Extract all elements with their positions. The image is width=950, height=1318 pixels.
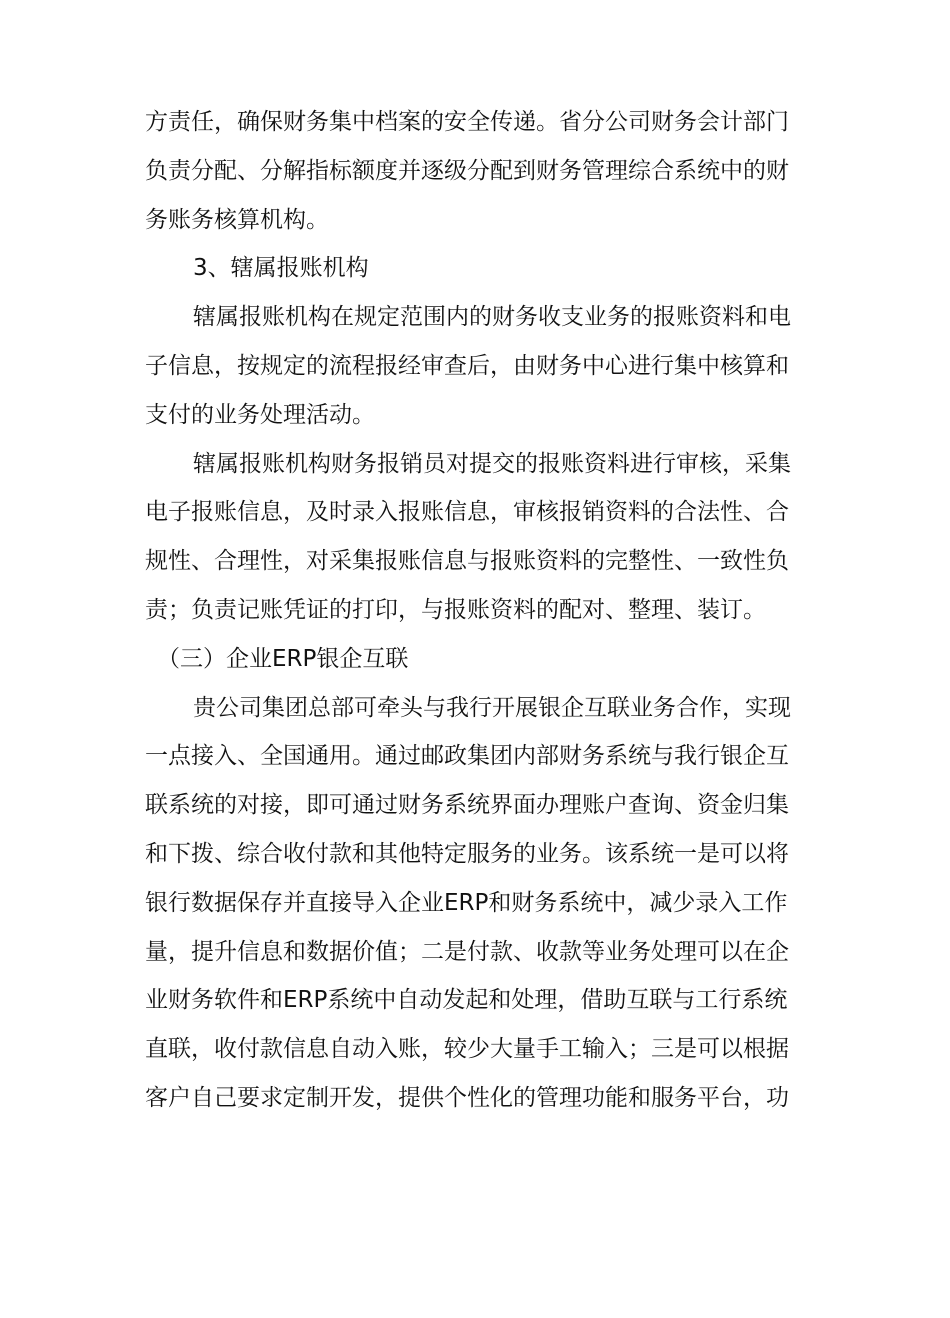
paragraph-line: 一点接入、全国通用。通过邮政集团内部财务系统与我行银企互 [145,743,789,770]
paragraph-line: 务账务核算机构。 [145,206,329,233]
paragraph-line: 方责任，确保财务集中档案的安全传递。省分公司财务会计部门 [145,109,789,135]
paragraph-line: 银行数据保存并直接导入企业ERP和财务系统中，减少录入工作 [145,889,788,916]
paragraph-line: 支付的业务处理活动。 [145,401,375,428]
paragraph-line: 责；负责记账凭证的打印，与报账资料的配对、整理、装订。 [145,596,766,623]
paragraph-line: 直联，收付款信息自动入账，较少大量手工输入；三是可以根据 [145,1036,789,1063]
paragraph-line: 子信息，按规定的流程报经审查后，由财务中心进行集中核算和 [145,352,789,379]
paragraph-line: 和下拨、综合收付款和其他特定服务的业务。该系统一是可以将 [145,840,789,867]
paragraph-line: 电子报账信息，及时录入报账信息，审核报销资料的合法性、合 [145,499,789,526]
paragraph-line: 量，提升信息和数据价值；二是付款、收款等业务处理可以在企 [145,938,789,965]
document-body [145,98,835,1123]
paragraph-line: 业财务软件和ERP系统中自动发起和处理，借助互联与工行系统 [145,987,788,1014]
paragraph-line: 客户自己要求定制开发，提供个性化的管理功能和服务平台，功 [145,1084,789,1111]
paragraph-line: 联系统的对接，即可通过财务系统界面办理账户查询、资金归集 [145,792,789,819]
paragraph-line: 辖属报账机构在规定范围内的财务收支业务的报账资料和电 [193,304,791,331]
paragraph-line: 贵公司集团总部可牵头与我行开展银企互联业务合作，实现 [193,694,791,721]
paragraph-line: 负责分配、分解指标额度并逐级分配到财务管理综合系统中的财 [145,157,789,184]
section-heading: （三）企业ERP银企互联 [157,645,409,672]
paragraph-line: 规性、合理性，对采集报账信息与报账资料的完整性、一致性负 [145,548,789,575]
section-heading: 3、辖属报账机构 [193,255,369,282]
paragraph-line: 辖属报账机构财务报销员对提交的报账资料进行审核，采集 [193,450,791,477]
